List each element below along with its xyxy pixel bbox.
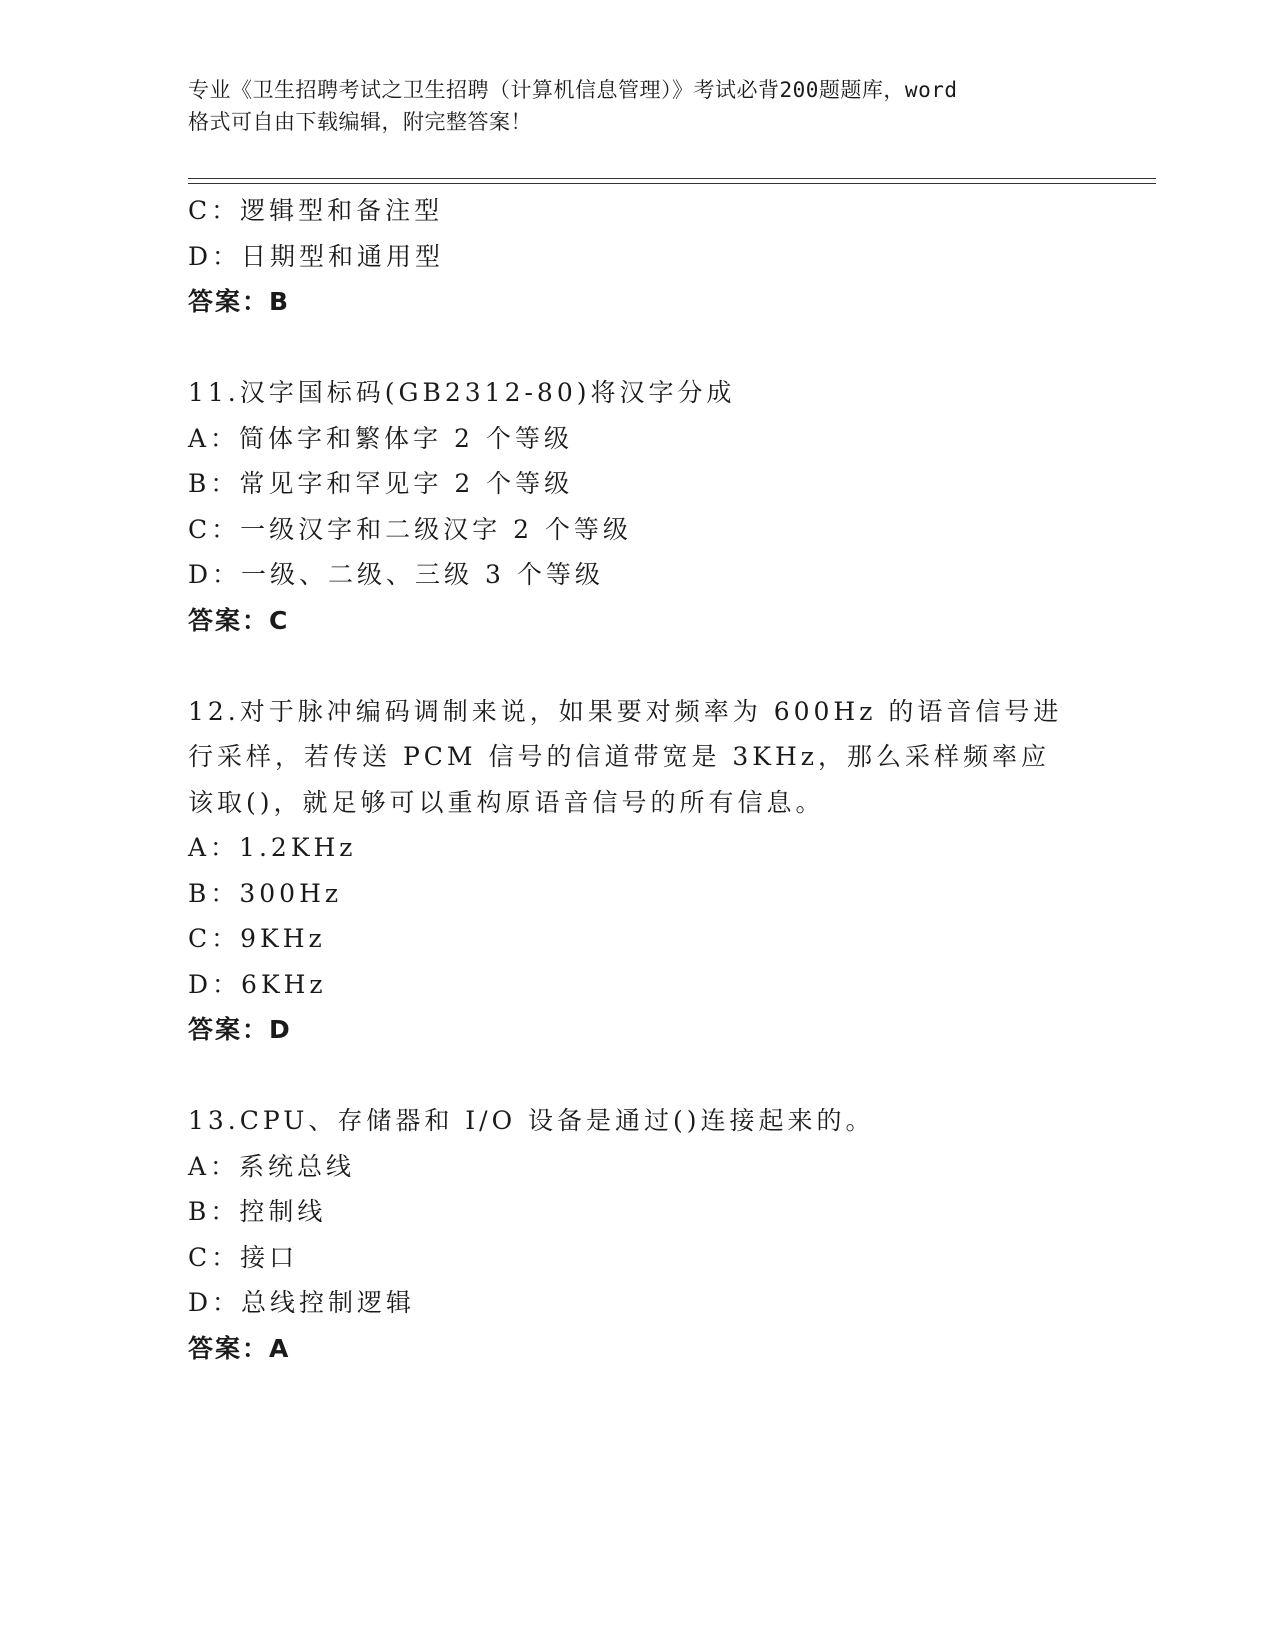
question-10-carryover: [188, 188, 1088, 325]
question-stem: 13.CPU、存储器和 I/O 设备是通过()连接起来的。: [188, 1106, 875, 1135]
option-d: D：日期型和通用型: [188, 241, 445, 271]
spacer: [188, 1053, 1088, 1098]
question-12: [188, 689, 1088, 1054]
spacer: [188, 644, 1088, 689]
option-d: D：一级、二级、三级 3 个等级: [188, 560, 604, 589]
question-13: [188, 1098, 1088, 1372]
answer-line: 答案：D: [188, 1015, 292, 1044]
answer-line: 答案：A: [188, 1333, 291, 1363]
question-stem: 12.对于脉冲编码调制来说，如果要对频率为 600Hz 的语音信号进行采样，若传送 PCM 信号的信道带宽是 3KHz，那么采样频率应该取()，就足够可以重构原语音信号的所有信息。: [188, 696, 1063, 817]
option-a: A：1.2KHz: [188, 833, 357, 862]
header-title-line-2: 格式可自由下载编辑，附完整答案！: [188, 110, 532, 134]
option-a: A：系统总线: [188, 1151, 356, 1181]
option-c: C：一级汉字和二级汉字 2 个等级: [188, 514, 632, 544]
spacer: [188, 325, 1088, 370]
option-c: C：9KHz: [188, 924, 326, 953]
header-title-line-1: 专业《卫生招聘考试之卫生招聘（计算机信息管理）》考试必背200题题库，word: [188, 78, 958, 102]
option-c: C：逻辑型和备注型: [188, 196, 444, 225]
option-d: D：6KHz: [188, 969, 327, 999]
option-d: D：总线控制逻辑: [188, 1288, 416, 1317]
question-11: [188, 370, 1088, 644]
question-content: [188, 188, 1088, 1372]
option-c: C：接口: [188, 1242, 299, 1272]
document-header: [188, 74, 1088, 138]
answer-line: 答案：B: [188, 287, 291, 316]
option-a: A：简体字和繁体字 2 个等级: [188, 423, 573, 453]
question-stem: 11.汉字国标码(GB2312-80)将汉字分成: [188, 378, 736, 407]
header-divider: [188, 178, 1156, 184]
option-b: B：常见字和罕见字 2 个等级: [188, 469, 574, 498]
option-b: B：300Hz: [188, 878, 343, 908]
option-b: B：控制线: [188, 1197, 327, 1226]
answer-line: 答案：C: [188, 605, 290, 635]
